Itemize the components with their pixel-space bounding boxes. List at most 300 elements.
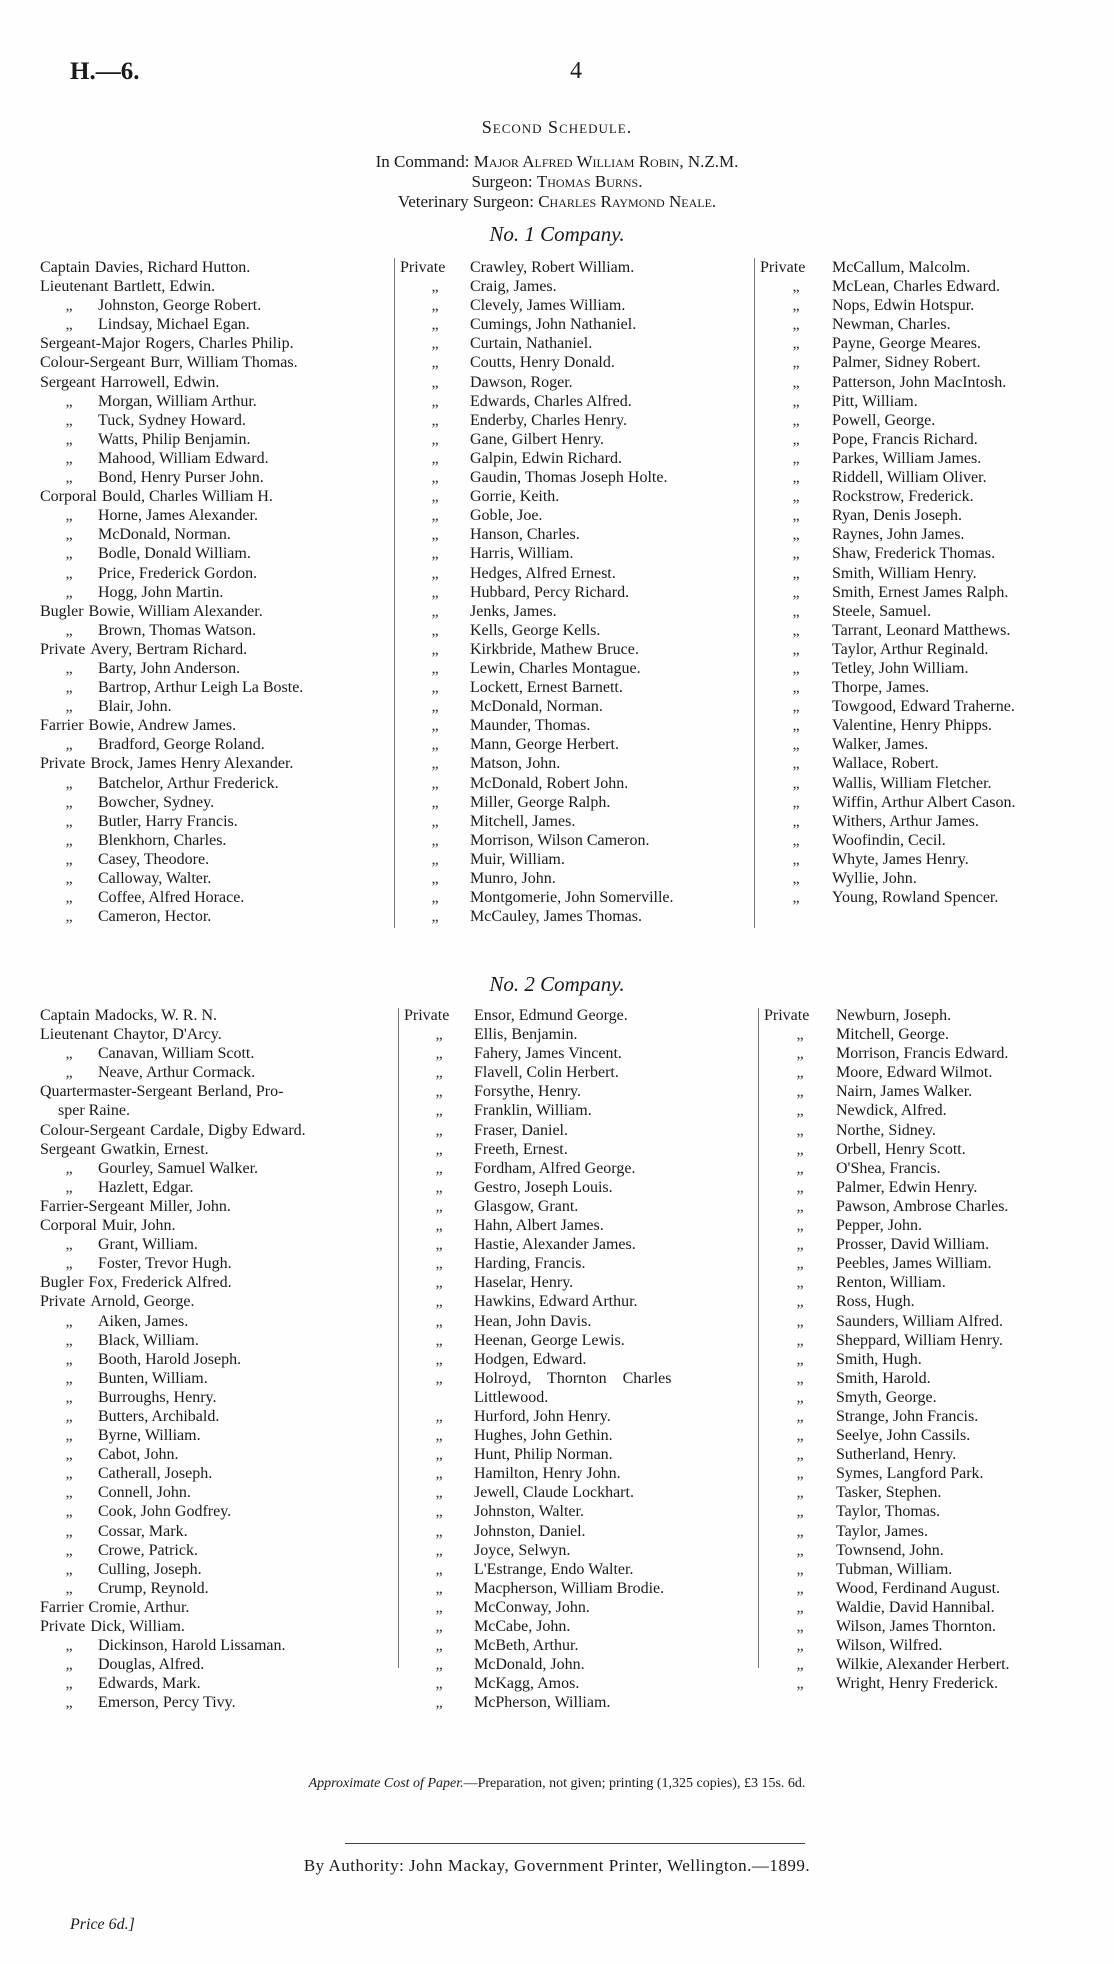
ditto-mark: „ xyxy=(792,640,800,658)
roster-entry xyxy=(400,583,674,602)
member-name: Enderby, Charles Henry. xyxy=(470,411,627,429)
member-name: Galpin, Edwin Richard. xyxy=(470,449,622,467)
ditto-mark: „ xyxy=(792,392,800,410)
member-name: Nops, Edwin Hotspur. xyxy=(832,297,975,315)
member-name: Kells, George Kells. xyxy=(470,621,601,639)
roster-entry xyxy=(400,315,674,334)
ditto-mark: „ xyxy=(792,335,800,353)
officer-role: Veterinary Surgeon: xyxy=(397,192,534,211)
member-name: Dawson, Roger. xyxy=(470,373,573,391)
member-name: Ellis, Benjamin. xyxy=(474,1026,578,1044)
member-name: Berland, Pro- xyxy=(197,1083,284,1101)
member-name: Bowie, William Alexander. xyxy=(88,602,263,620)
ditto-mark: „ xyxy=(796,1217,804,1235)
ditto-mark: „ xyxy=(435,1675,443,1693)
roster-entry xyxy=(40,602,303,621)
member-name: Hurford, John Henry. xyxy=(474,1407,611,1425)
ditto-mark: „ xyxy=(435,1293,443,1311)
member-name: Tuck, Sydney Howard. xyxy=(98,411,246,429)
company-1-column-1 xyxy=(40,258,303,926)
member-name: Ryan, Denis Joseph. xyxy=(832,507,963,525)
roster-entry xyxy=(404,1388,671,1407)
member-name: sper Raine. xyxy=(58,1102,130,1120)
roster-entry xyxy=(404,1121,671,1140)
member-name: Whyte, James Henry. xyxy=(832,850,969,868)
member-name: Joyce, Selwyn. xyxy=(474,1541,571,1559)
ditto-mark: „ xyxy=(792,278,800,296)
ditto-mark: „ xyxy=(431,831,439,849)
ditto-mark: „ xyxy=(792,430,800,448)
ditto-mark: „ xyxy=(65,1446,73,1464)
member-name: Young, Rowland Spencer. xyxy=(832,889,999,907)
member-name: Morgan, William Arthur. xyxy=(98,392,257,410)
ditto-mark: „ xyxy=(431,870,439,887)
roster-entry xyxy=(404,1502,671,1521)
ditto-mark: „ xyxy=(435,1465,443,1483)
roster-entry xyxy=(400,659,674,678)
roster-entry xyxy=(40,1636,306,1655)
roster-entry xyxy=(400,678,674,697)
roster-entry xyxy=(760,774,1015,793)
roster-entry xyxy=(40,1025,306,1044)
member-name: Matson, John. xyxy=(470,755,561,773)
ditto-mark: „ xyxy=(796,1026,804,1044)
member-name: L'Estrange, Endo Walter. xyxy=(474,1560,634,1578)
ditto-mark: „ xyxy=(431,278,439,296)
member-name: Wilson, Wilfred. xyxy=(836,1637,943,1655)
roster-entry xyxy=(764,1407,1010,1426)
roster-entry xyxy=(404,1331,671,1350)
member-name: Powell, George. xyxy=(832,411,936,429)
roster-entry xyxy=(760,869,1015,888)
roster-entry xyxy=(400,564,674,583)
roster-entry xyxy=(40,296,303,315)
roster-entry xyxy=(40,1063,306,1082)
ditto-mark: „ xyxy=(792,679,800,697)
roster-entry xyxy=(404,1636,671,1655)
ditto-mark: „ xyxy=(435,1427,443,1445)
ditto-mark: „ xyxy=(435,1331,443,1349)
member-name: Calloway, Walter. xyxy=(98,870,212,887)
column-divider xyxy=(754,258,755,928)
ditto-mark: „ xyxy=(792,736,800,754)
roster-entry xyxy=(40,1292,306,1311)
member-name: Bowie, Andrew James. xyxy=(88,717,237,735)
roster-entry xyxy=(764,1006,1010,1025)
member-name: Cardale, Digby Edward. xyxy=(150,1121,306,1139)
ditto-mark: „ xyxy=(796,1350,804,1368)
member-name: Brown, Thomas Watson. xyxy=(98,621,257,639)
ditto-mark: „ xyxy=(796,1388,804,1406)
roster-entry xyxy=(40,640,303,659)
roster-entry xyxy=(40,659,303,678)
ditto-mark: „ xyxy=(431,774,439,792)
roster-entry xyxy=(40,888,303,907)
member-name: Steele, Samuel. xyxy=(832,602,932,620)
officer-name: Major Alfred William Robin, N.Z.M. xyxy=(473,152,739,171)
member-name: Renton, William. xyxy=(836,1274,946,1292)
ditto-mark: „ xyxy=(796,1083,804,1101)
roster-entry xyxy=(400,392,674,411)
member-name: Curtain, Nathaniel. xyxy=(470,335,593,353)
member-name: Bradford, George Roland. xyxy=(98,736,265,754)
ditto-mark: „ xyxy=(431,335,439,353)
roster-entry xyxy=(40,735,303,754)
roster-entry xyxy=(404,1426,671,1445)
roster-entry xyxy=(40,373,303,392)
ditto-mark: „ xyxy=(65,1178,73,1196)
roster-entry xyxy=(40,1140,306,1159)
roster-entry xyxy=(404,1006,671,1025)
ditto-mark: „ xyxy=(431,488,439,506)
ditto-mark: „ xyxy=(792,774,800,792)
roster-entry xyxy=(764,1197,1010,1216)
roster-entry xyxy=(760,697,1015,716)
member-name: Sutherland, Henry. xyxy=(836,1446,957,1464)
roster-entry xyxy=(400,716,674,735)
ditto-mark: „ xyxy=(792,717,800,735)
member-name: Hastie, Alexander James. xyxy=(474,1236,636,1254)
officer-line xyxy=(0,152,1114,172)
member-name: Fahery, James Vincent. xyxy=(474,1045,622,1063)
member-name: McPherson, William. xyxy=(474,1694,611,1712)
ditto-mark: „ xyxy=(796,1178,804,1196)
roster-entry xyxy=(40,1693,306,1712)
ditto-mark: „ xyxy=(65,1637,73,1655)
member-name: Brock, James Henry Alexander. xyxy=(90,755,294,773)
member-name: Wilkie, Alexander Herbert. xyxy=(836,1656,1010,1674)
ditto-mark: „ xyxy=(431,793,439,811)
ditto-mark: „ xyxy=(65,1045,73,1063)
member-name: Edwards, Mark. xyxy=(98,1675,201,1693)
ditto-mark: „ xyxy=(65,1407,73,1425)
ditto-mark: „ xyxy=(796,1159,804,1177)
roster-entry xyxy=(40,583,303,602)
member-name: Ensor, Edmund George. xyxy=(474,1007,628,1024)
roster-entry xyxy=(760,353,1015,372)
member-name: Hodgen, Edward. xyxy=(474,1350,587,1368)
ditto-mark: „ xyxy=(65,1503,73,1521)
rank-label: Lieutenant xyxy=(40,1026,109,1044)
member-name: Raynes, John James. xyxy=(832,526,965,544)
ditto-mark: „ xyxy=(65,392,73,410)
ditto-mark: „ xyxy=(431,698,439,716)
roster-entry xyxy=(760,888,1015,907)
roster-entry xyxy=(400,793,674,812)
rank-label: Sergeant xyxy=(40,373,96,391)
member-name: Orbell, Henry Scott. xyxy=(836,1140,966,1158)
roster-entry xyxy=(40,621,303,640)
ditto-mark: „ xyxy=(435,1026,443,1044)
roster-entry xyxy=(760,621,1015,640)
ditto-mark: „ xyxy=(435,1083,443,1101)
roster-entry xyxy=(400,487,674,506)
roster-entry xyxy=(400,296,674,315)
ditto-mark: „ xyxy=(435,1598,443,1616)
price-note: Price 6d.] xyxy=(70,1916,135,1933)
rank-label: Private xyxy=(40,755,86,773)
member-name: Madocks, W. R. N. xyxy=(94,1007,217,1024)
ditto-mark: „ xyxy=(792,889,800,907)
ditto-mark: „ xyxy=(792,449,800,467)
member-name: Tarrant, Leonard Matthews. xyxy=(832,621,1011,639)
ditto-mark: „ xyxy=(65,1675,73,1693)
roster-entry xyxy=(400,334,674,353)
ditto-mark: „ xyxy=(435,1503,443,1521)
roster-entry xyxy=(40,525,303,544)
column-divider xyxy=(398,1008,399,1668)
ditto-mark: „ xyxy=(65,583,73,601)
roster-entry xyxy=(760,468,1015,487)
ditto-mark: „ xyxy=(65,908,73,926)
ditto-mark: „ xyxy=(792,373,800,391)
roster-entry xyxy=(40,1502,306,1521)
ditto-mark: „ xyxy=(435,1102,443,1120)
roster-entry xyxy=(400,869,674,888)
roster-entry xyxy=(404,1063,671,1082)
ditto-mark: „ xyxy=(435,1656,443,1674)
member-name: Bartrop, Arthur Leigh La Boste. xyxy=(98,679,304,697)
ditto-mark: „ xyxy=(792,621,800,639)
ditto-mark: „ xyxy=(796,1618,804,1635)
ditto-mark: „ xyxy=(796,1579,804,1597)
member-name: Barty, John Anderson. xyxy=(98,659,241,677)
rank-label: Corporal xyxy=(40,1217,97,1235)
member-name: Smith, Harold. xyxy=(836,1369,931,1387)
ditto-mark: „ xyxy=(792,564,800,582)
roster-entry xyxy=(404,1560,671,1579)
member-name: Lewin, Charles Montague. xyxy=(470,659,641,677)
member-name: McDonald, Norman. xyxy=(470,698,603,716)
member-name: Johnston, Walter. xyxy=(474,1503,584,1521)
member-name: Aiken, James. xyxy=(98,1312,189,1330)
roster-entry xyxy=(400,449,674,468)
member-name: Macpherson, William Brodie. xyxy=(474,1579,665,1597)
member-name: Harrowell, Edwin. xyxy=(100,373,220,391)
roster-entry xyxy=(760,564,1015,583)
ditto-mark: „ xyxy=(796,1656,804,1674)
roster-entry xyxy=(760,411,1015,430)
roster-entry xyxy=(40,449,303,468)
member-name: Emerson, Percy Tivy. xyxy=(98,1694,236,1712)
member-name: Maunder, Thomas. xyxy=(470,717,591,735)
roster-entry xyxy=(40,1254,306,1273)
roster-entry xyxy=(40,315,303,334)
roster-entry xyxy=(764,1216,1010,1235)
ditto-mark: „ xyxy=(65,1694,73,1712)
roster-entry xyxy=(40,1426,306,1445)
roster-entry xyxy=(764,1140,1010,1159)
roster-entry xyxy=(400,258,674,277)
roster-entry xyxy=(760,315,1015,334)
roster-entry xyxy=(400,888,674,907)
roster-entry xyxy=(760,258,1015,277)
roster-entry xyxy=(40,1407,306,1426)
ditto-mark: „ xyxy=(435,1637,443,1655)
roster-entry xyxy=(40,1197,306,1216)
ditto-mark: „ xyxy=(792,698,800,716)
member-name: Smith, Ernest James Ralph. xyxy=(832,583,1009,601)
member-name: McCauley, James Thomas. xyxy=(470,908,642,926)
member-name: Muir, William. xyxy=(470,850,565,868)
roster-entry xyxy=(760,659,1015,678)
ditto-mark: „ xyxy=(431,812,439,830)
ditto-mark: „ xyxy=(435,1045,443,1063)
member-name: Hamilton, Henry John. xyxy=(474,1465,621,1483)
ditto-mark: „ xyxy=(435,1579,443,1597)
roster-entry xyxy=(40,1598,306,1617)
member-name: Wilson, James Thornton. xyxy=(836,1618,996,1635)
rank-label: Captain xyxy=(40,259,90,276)
ditto-mark: „ xyxy=(431,908,439,926)
roster-entry xyxy=(40,1006,306,1025)
roster-entry xyxy=(404,1178,671,1197)
company-1-title: No. 1 Company. xyxy=(489,222,625,246)
roster-entry xyxy=(764,1502,1010,1521)
roster-entry xyxy=(760,640,1015,659)
roster-entry xyxy=(40,564,303,583)
member-name: Gorrie, Keith. xyxy=(470,488,560,506)
officers-block xyxy=(0,152,1114,212)
roster-entry xyxy=(40,1369,306,1388)
member-name: Craig, James. xyxy=(470,278,557,296)
roster-entry xyxy=(40,544,303,563)
ditto-mark: „ xyxy=(65,449,73,467)
member-name: Waldie, David Hannibal. xyxy=(836,1598,995,1616)
roster-entry xyxy=(760,449,1015,468)
roster-entry xyxy=(404,1483,671,1502)
member-name: Littlewood. xyxy=(474,1388,549,1406)
member-name: Bould, Charles William H. xyxy=(101,488,273,506)
member-name: Chaytor, D'Arcy. xyxy=(113,1026,222,1044)
member-name: Munro, John. xyxy=(470,870,556,887)
roster-entry xyxy=(40,1082,306,1101)
officer-line xyxy=(0,172,1114,192)
member-name: Johnston, Daniel. xyxy=(474,1522,586,1540)
ditto-mark: „ xyxy=(796,1465,804,1483)
member-name: Arnold, George. xyxy=(90,1293,195,1311)
member-name: Dickinson, Harold Lissaman. xyxy=(98,1637,286,1655)
ditto-mark: „ xyxy=(65,659,73,677)
member-name: Cumings, John Nathaniel. xyxy=(470,316,637,334)
ditto-mark: „ xyxy=(65,526,73,544)
member-name: Edwards, Charles Alfred. xyxy=(470,392,632,410)
member-name: Watts, Philip Benjamin. xyxy=(98,430,251,448)
roster-entry xyxy=(404,1140,671,1159)
officer-line xyxy=(0,192,1114,212)
ditto-mark: „ xyxy=(431,564,439,582)
ditto-mark: „ xyxy=(796,1560,804,1578)
roster-entry xyxy=(40,1178,306,1197)
member-name: Tubman, William. xyxy=(836,1560,953,1578)
ditto-mark: „ xyxy=(796,1369,804,1387)
ditto-mark: „ xyxy=(435,1236,443,1254)
member-name: Valentine, Henry Phipps. xyxy=(832,717,992,735)
ditto-mark: „ xyxy=(435,1255,443,1273)
member-name: Northe, Sidney. xyxy=(836,1121,936,1139)
roster-entry xyxy=(764,1312,1010,1331)
roster-entry xyxy=(40,1655,306,1674)
member-name: Gestro, Joseph Louis. xyxy=(474,1178,613,1196)
roster-entry xyxy=(40,716,303,735)
roster-entry xyxy=(40,1674,306,1693)
member-name: Kirkbride, Mathew Bruce. xyxy=(470,640,639,658)
ditto-mark: „ xyxy=(65,1560,73,1578)
rank-label: Bugler xyxy=(40,602,84,620)
member-name: Gane, Gilbert Henry. xyxy=(470,430,605,448)
roster-entry xyxy=(760,487,1015,506)
roster-entry xyxy=(404,1082,671,1101)
member-name: Dick, William. xyxy=(90,1618,185,1635)
officer-name: Thomas Burns. xyxy=(536,172,643,191)
roster-entry xyxy=(400,525,674,544)
roster-entry xyxy=(400,373,674,392)
roster-entry xyxy=(760,716,1015,735)
officer-role: Surgeon: xyxy=(471,172,533,191)
ditto-mark: „ xyxy=(431,316,439,334)
member-name: Wiffin, Arthur Albert Cason. xyxy=(832,793,1016,811)
member-name: Rockstrow, Frederick. xyxy=(832,488,974,506)
roster-entry xyxy=(40,697,303,716)
ditto-mark: „ xyxy=(796,1637,804,1655)
member-name: Avery, Bertram Richard. xyxy=(90,640,248,658)
roster-entry xyxy=(764,1445,1010,1464)
rank-label: Captain xyxy=(40,1007,90,1024)
page-number: 4 xyxy=(570,58,582,84)
member-name: Goble, Joe. xyxy=(470,507,543,525)
ditto-mark: „ xyxy=(792,583,800,601)
roster-entry xyxy=(40,258,303,277)
member-name: Smith, William Henry. xyxy=(832,564,977,582)
roster-entry xyxy=(764,1674,1010,1693)
member-name: Fordham, Alfred George. xyxy=(474,1159,636,1177)
roster-entry xyxy=(404,1407,671,1426)
ditto-mark: „ xyxy=(65,621,73,639)
ditto-mark: „ xyxy=(65,831,73,849)
ditto-mark: „ xyxy=(435,1522,443,1540)
ditto-mark: „ xyxy=(431,640,439,658)
roster-entry xyxy=(40,1350,306,1369)
roster-entry xyxy=(404,1216,671,1235)
roster-entry xyxy=(40,774,303,793)
member-name: Wright, Henry Frederick. xyxy=(836,1675,998,1693)
officer-name: Charles Raymond Neale. xyxy=(538,192,717,211)
roster-entry xyxy=(764,1101,1010,1120)
roster-entry xyxy=(40,1121,306,1140)
roster-entry xyxy=(40,1235,306,1254)
rank-label: Private xyxy=(400,259,446,276)
member-name: Pepper, John. xyxy=(836,1217,923,1235)
ditto-mark: „ xyxy=(796,1522,804,1540)
ditto-mark: „ xyxy=(792,507,800,525)
member-name: Blair, John. xyxy=(98,698,172,716)
roster-entry xyxy=(760,525,1015,544)
member-name: Gourley, Samuel Walker. xyxy=(98,1159,259,1177)
roster-entry xyxy=(400,812,674,831)
member-name: Davies, Richard Hutton. xyxy=(94,259,251,276)
member-name: Morrison, Francis Edward. xyxy=(836,1045,1009,1063)
ditto-mark: „ xyxy=(65,679,73,697)
roster-entry xyxy=(404,1369,671,1388)
ditto-mark: „ xyxy=(435,1140,443,1158)
member-name: Flavell, Colin Herbert. xyxy=(474,1064,619,1082)
member-name: Bowcher, Sydney. xyxy=(98,793,215,811)
member-name: Coutts, Henry Donald. xyxy=(470,354,615,372)
member-name: Pitt, William. xyxy=(832,392,918,410)
roster-entry xyxy=(764,1292,1010,1311)
roster-entry xyxy=(40,277,303,296)
member-name: Wallace, Robert. xyxy=(832,755,939,773)
